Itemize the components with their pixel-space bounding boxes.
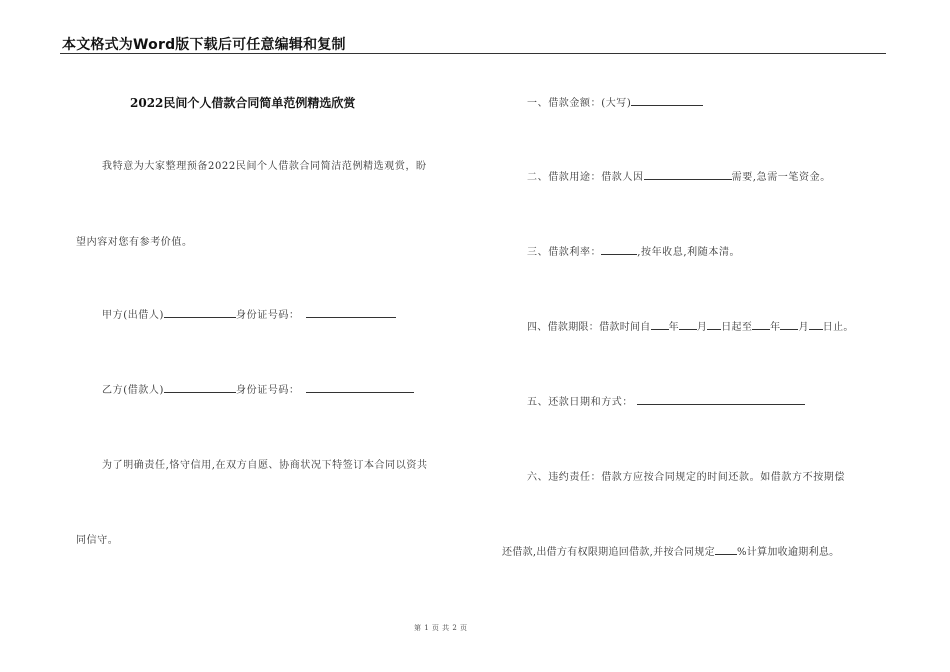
repay-label: 五、还款日期和方式： [527,397,633,408]
header-divider [60,53,886,54]
party-a-label: 甲方(出借人) [102,310,165,321]
term-from-label: 日起至 [721,322,753,333]
amount-label: 一、借款金额：(大写) [527,98,632,109]
term-until-label: 日止。 [822,322,854,333]
document-title: 2022民间个人借款合同简单范例精选欣赏 [130,96,356,110]
term-end-year-blank[interactable] [752,319,770,330]
clause-term [527,318,854,333]
term-start-month-label: 月 [696,322,708,333]
header-title: 本文格式为Word版下载后可任意编辑和复制 [62,37,346,53]
breach-line-2 [502,543,839,558]
usage-blank[interactable] [644,169,732,180]
usage-suffix: 需要,急需一笔资金。 [731,172,831,183]
party-b-name-blank[interactable] [164,382,236,393]
rate-blank[interactable] [601,244,637,255]
breach-line-1: 六、违约责任：借款方应按合同规定的时间还款。如借款方不按期偿 [527,472,845,483]
purpose-line-1: 为了明确责任,恪守信用,在双方自愿、协商状况下特签订本合同以资共 [102,460,428,471]
intro-line-2: 望内容对您有参考价值。 [76,237,193,248]
clause-usage [527,168,831,183]
term-end-day-blank[interactable] [809,319,823,330]
party-a-id-blank[interactable] [306,307,396,318]
clause-rate [527,243,740,258]
purpose-line-2: 同信守。 [76,535,119,546]
term-end-month-label: 月 [798,322,809,333]
term-start-month-blank[interactable] [679,319,697,330]
term-end-year-label: 年 [770,322,781,333]
party-a-id-label: 身份证号码： [236,310,300,321]
rate-suffix: ,按年收息,利随本清。 [637,247,741,258]
intro-line-1: 我特意为大家整理预备2022民间个人借款合同简洁范例精选观赏，盼 [102,161,427,172]
breach-suffix: %计算加收逾期利息。 [736,547,840,558]
term-start-year-label: 年 [668,322,679,333]
repay-blank[interactable] [637,394,805,405]
rate-prefix: 三、借款利率： [527,247,602,258]
party-b-id-label: 身份证号码： [236,385,300,396]
term-start-year-blank[interactable] [651,319,669,330]
penalty-rate-blank[interactable] [715,544,737,555]
term-end-month-blank[interactable] [780,319,798,330]
term-start-day-blank[interactable] [707,319,721,330]
breach-prefix: 还借款,出借方有权限期追回借款,并按合同规定 [502,547,715,558]
party-b-line [102,381,414,396]
party-b-id-blank[interactable] [306,382,414,393]
usage-prefix: 二、借款用途：借款人因 [527,172,644,183]
clause-amount [527,94,703,109]
party-a-line [102,306,396,321]
party-a-name-blank[interactable] [164,307,236,318]
clause-repay [527,393,805,408]
term-prefix: 四、借款期限：借款时间自 [527,322,651,333]
page-number: 第 1 页 共 2 页 [414,624,468,632]
amount-blank[interactable] [631,95,703,106]
party-b-label: 乙方(借款人) [102,385,165,396]
